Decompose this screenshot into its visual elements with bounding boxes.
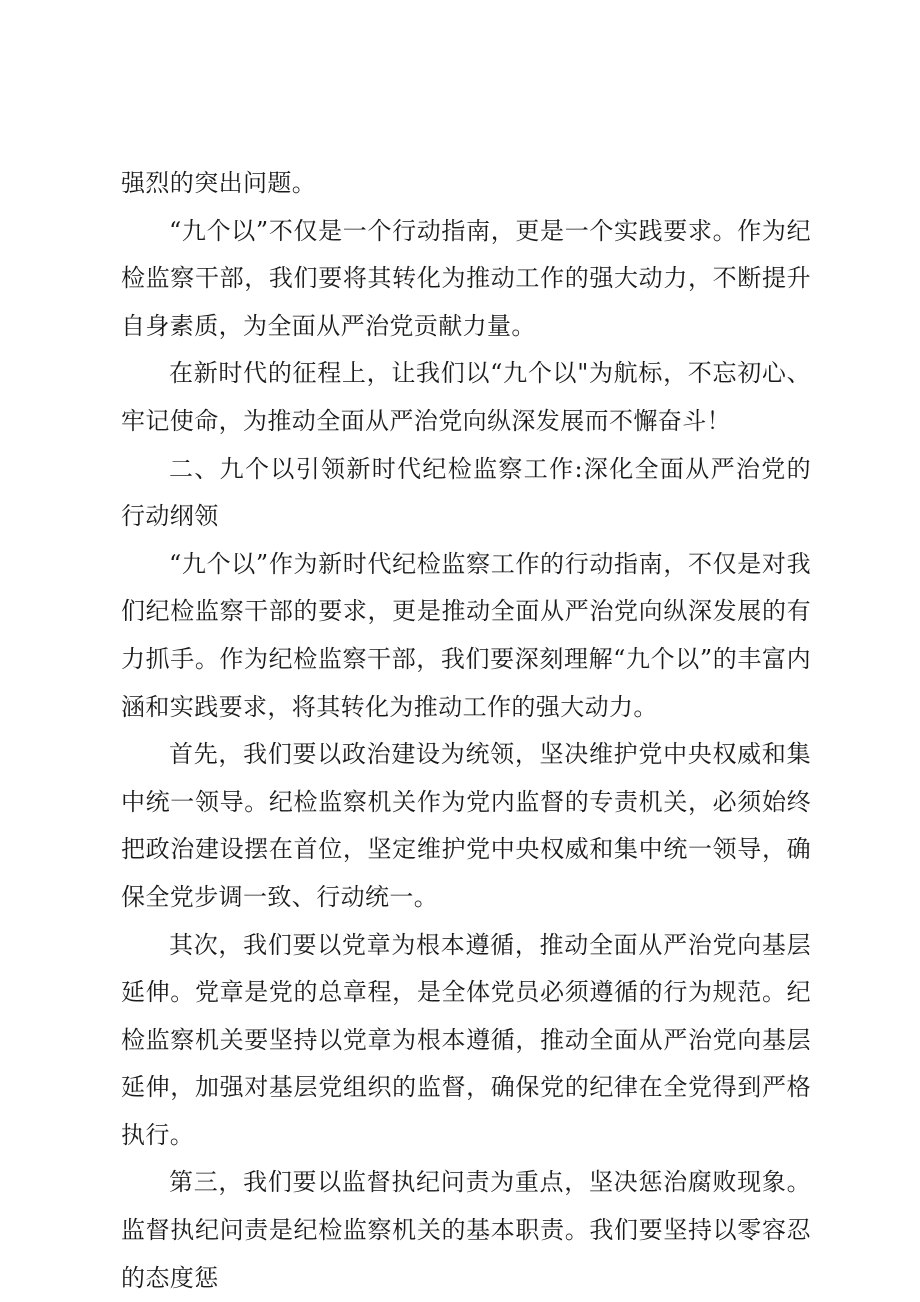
paragraph-1: 强烈的突出问题。: [121, 169, 317, 197]
paragraph-7: 第三，我们要以监督执纪问责为重点，坚决惩治腐败现象。监督执纪问责是纪检监察机关的基本职责。我们要坚持以零容忍的态度惩: [121, 1168, 811, 1292]
paragraph-2: “九个以”不仅是一个行动指南，更是一个实践要求。作为纪检监察干部，我们要将其转化为推动工作的强大动力，不断提升自身素质，为全面从严治党贡献力量。: [121, 216, 811, 340]
section-heading: 二、九个以引领新时代纪检监察工作:深化全面从严治党的行动纲领: [121, 454, 811, 531]
paragraph-4: “九个以”作为新时代纪检监察工作的行动指南，不仅是对我们纪检监察干部的要求，更是推动全面从严治党向纵深发展的有力抓手。作为纪检监察干部，我们要深刻理解“九个以”的丰富内涵和实践要求，将其转化为推动工作的强大动力。: [121, 549, 811, 721]
document-body: [121, 160, 811, 1302]
paragraph-3: 在新时代的征程上，让我们以“九个以"为航标，不忘初心、牢记使命，为推动全面从严治党向纵深发展而不懈奋斗！: [121, 359, 811, 435]
paragraph-6: 其次，我们要以党章为根本遵循，推动全面从严治党向基层延伸。党章是党的总章程，是全体党员必须遵循的行为规范。纪检监察机关要坚持以党章为根本遵循，推动全面从严治党向基层延伸，加强对基层党组织的监督，确保党的纪律在全党得到严格执行。: [121, 930, 811, 1149]
paragraph-5: 首先，我们要以政治建设为统领，坚决维护党中央权威和集中统一领导。纪检监察机关作为党内监督的专责机关，必须始终把政治建设摆在首位，坚定维护党中央权威和集中统一领导，确保全党步调一致、行动统一。: [121, 740, 811, 911]
